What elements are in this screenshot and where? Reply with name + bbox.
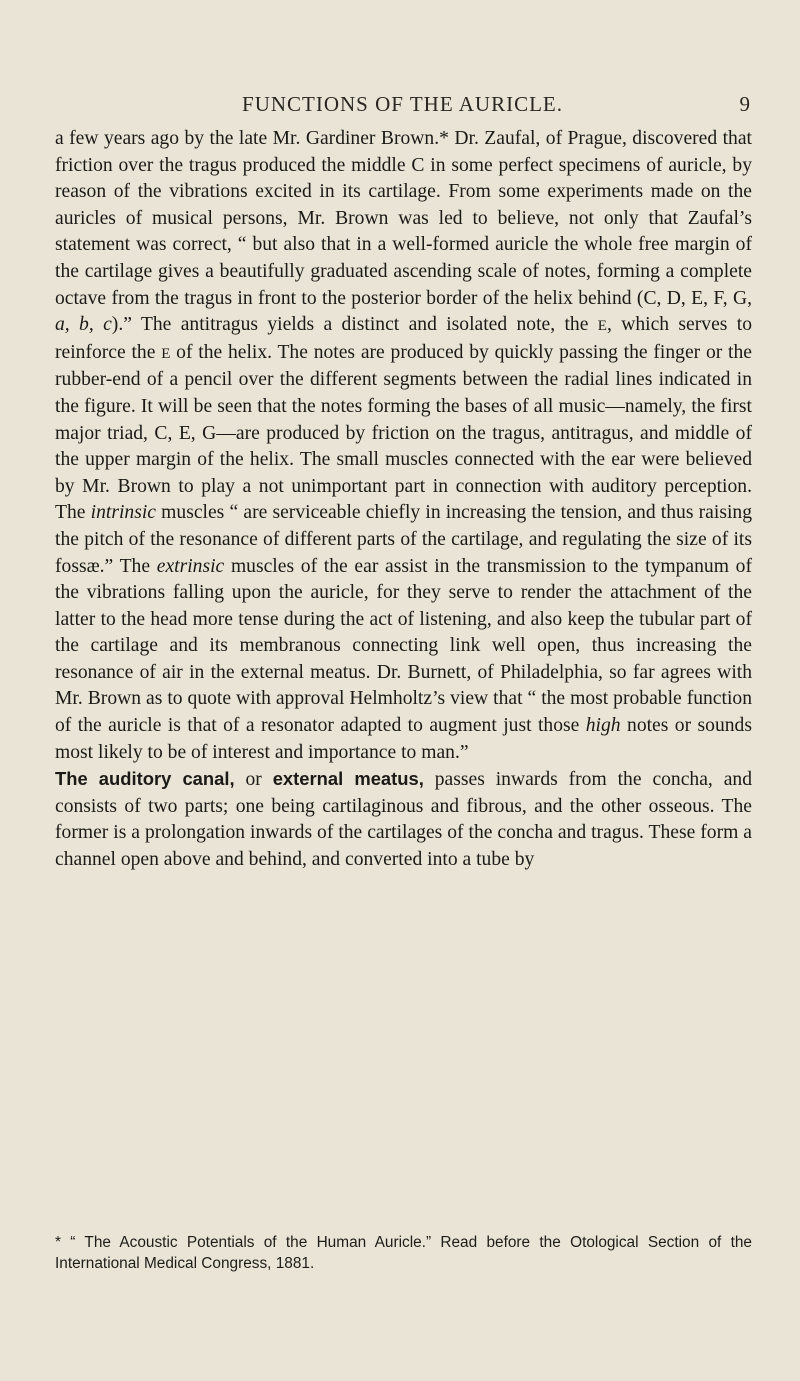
text-run: a few years ago by the late Mr. Gardiner Brown.* Dr. Zaufal, of Prague, discovered that friction over the tragus produced the middle C in some perfect specimens of auricle, by reason of the vibrations excited in its cartilage. From some experiments made on the auricles of musical persons, Mr. Brown was led to believe, not only that Zaufal’s statement was correct, “ but also that in a well-formed auricle the whole free margin of the cartilage gives a beautifully graduated ascending scale of notes, forming a complete octave from the tragus in front to the posterior border of the helix behind (C, D, E, F, G, (55, 128, 752, 309)
paragraph-2 (55, 766, 752, 873)
italic-notes: a, b, c (55, 314, 112, 336)
text-run: ).” The antitragus yields a distinct and isolated note, the (111, 314, 598, 336)
page-number: 9 (739, 92, 750, 116)
text-run: of the helix. The notes are produced by quickly passing the finger or the rubber-end of a pencil over the different segments between the radial lines indicated in the figure. It will be seen that the notes forming the bases of all music—namely, the first major triad, C, E, G—are produced by friction on the tragus, antitragus, and middle of the upper margin of the helix. The small muscles connected with the ear were believed by Mr. Brown to play a not unimportant part in connection with auditory perception. The (55, 341, 752, 524)
running-title: FUNCTIONS OF THE AURICLE. (242, 92, 563, 116)
text-run: muscles of the ear assist in the transmission to the tympanum of the vibrations falling upon the auricle, for they serve to render the attachment of the latter to the head more tense during the act of listening, and also keep the tubular part of the cartilage and its membranous connecting link well open, thus increasing the resonance of air in the external meatus. Dr. Burnett, of Philadelphia, so far agrees with Mr. Brown as to quote with approval Helmholtz’s view that “ the most probable function of the auricle is that of a resonator adapted to augment just those (55, 555, 752, 737)
italic-extrinsic: extrinsic (156, 555, 225, 577)
body-text (55, 126, 752, 874)
paragraph-1 (55, 126, 752, 766)
small-caps-note: E (597, 318, 607, 335)
text-run: passes inwards from the concha, and consists of two parts; one being cartilaginous and fibrous, and the other osseous. The former is a prolongation inwards of the cartilages of the concha and tragus. These form a channel open above and behind, and converted into a tube by (55, 769, 753, 871)
text-run: muscles “ are serviceable chiefly in increasing the tension, and thus raising the pitch of the resonance of different parts of the cartilage, and regulating the size of its fossæ.” The (55, 502, 752, 577)
section-lead-heading-2: external meatus, (272, 768, 424, 790)
italic-high: high (585, 715, 621, 737)
section-lead-heading: The auditory canal, (55, 768, 235, 790)
text-run: , which serves to reinforce the (55, 314, 752, 363)
italic-intrinsic: intrinsic (90, 502, 156, 524)
text-run: or (234, 769, 273, 791)
footnote: * “ The Acoustic Potentials of the Human Auricle.” Read before the Otological Section of the International Medical Congress, 1881. (55, 1234, 752, 1272)
text-run: notes or sounds most likely to be of interest and importance to man.” (55, 715, 752, 763)
page-header (55, 92, 750, 122)
small-caps-note: E (161, 345, 171, 362)
